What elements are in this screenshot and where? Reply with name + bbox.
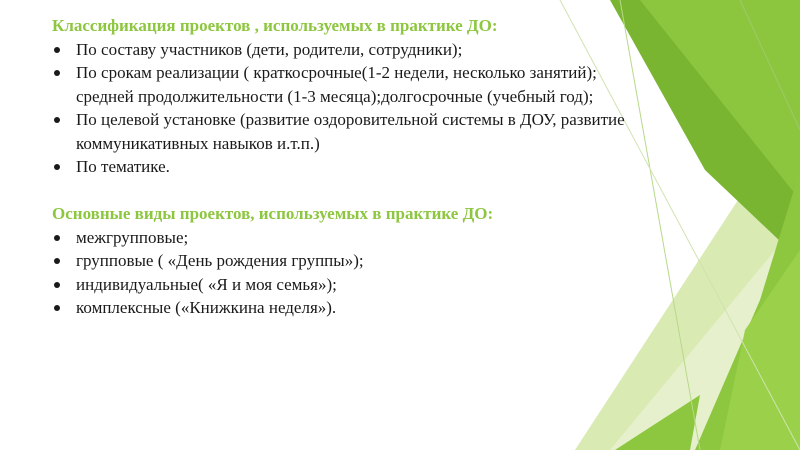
classification-list — [52, 38, 652, 179]
project-types-heading: Основные виды проектов, используемых в практике ДО: — [52, 204, 494, 223]
slide-content — [52, 14, 652, 320]
list-item: межгрупповые; — [52, 226, 652, 250]
list-item: По целевой установке (развитие оздоровительной системы в ДОУ, развитие коммуникативных навыков и.т.п.) — [52, 108, 652, 155]
classification-heading: Классификация проектов , используемых в практике ДО: — [52, 16, 498, 35]
list-item: По составу участников (дети, родители, сотрудники); — [52, 38, 652, 62]
project-types-list — [52, 226, 652, 320]
spacer — [52, 179, 652, 203]
list-item: индивидуальные( «Я и моя семья»); — [52, 273, 652, 297]
list-item: групповые ( «День рождения группы»); — [52, 249, 652, 273]
list-item: По срокам реализации ( краткосрочные(1-2 недели, несколько занятий); средней продолжительности (1-3 месяца);долгосрочные (учебный год); — [52, 61, 652, 108]
list-item: комплексные («Книжкина неделя»). — [52, 296, 652, 320]
list-item: По тематике. — [52, 155, 652, 179]
